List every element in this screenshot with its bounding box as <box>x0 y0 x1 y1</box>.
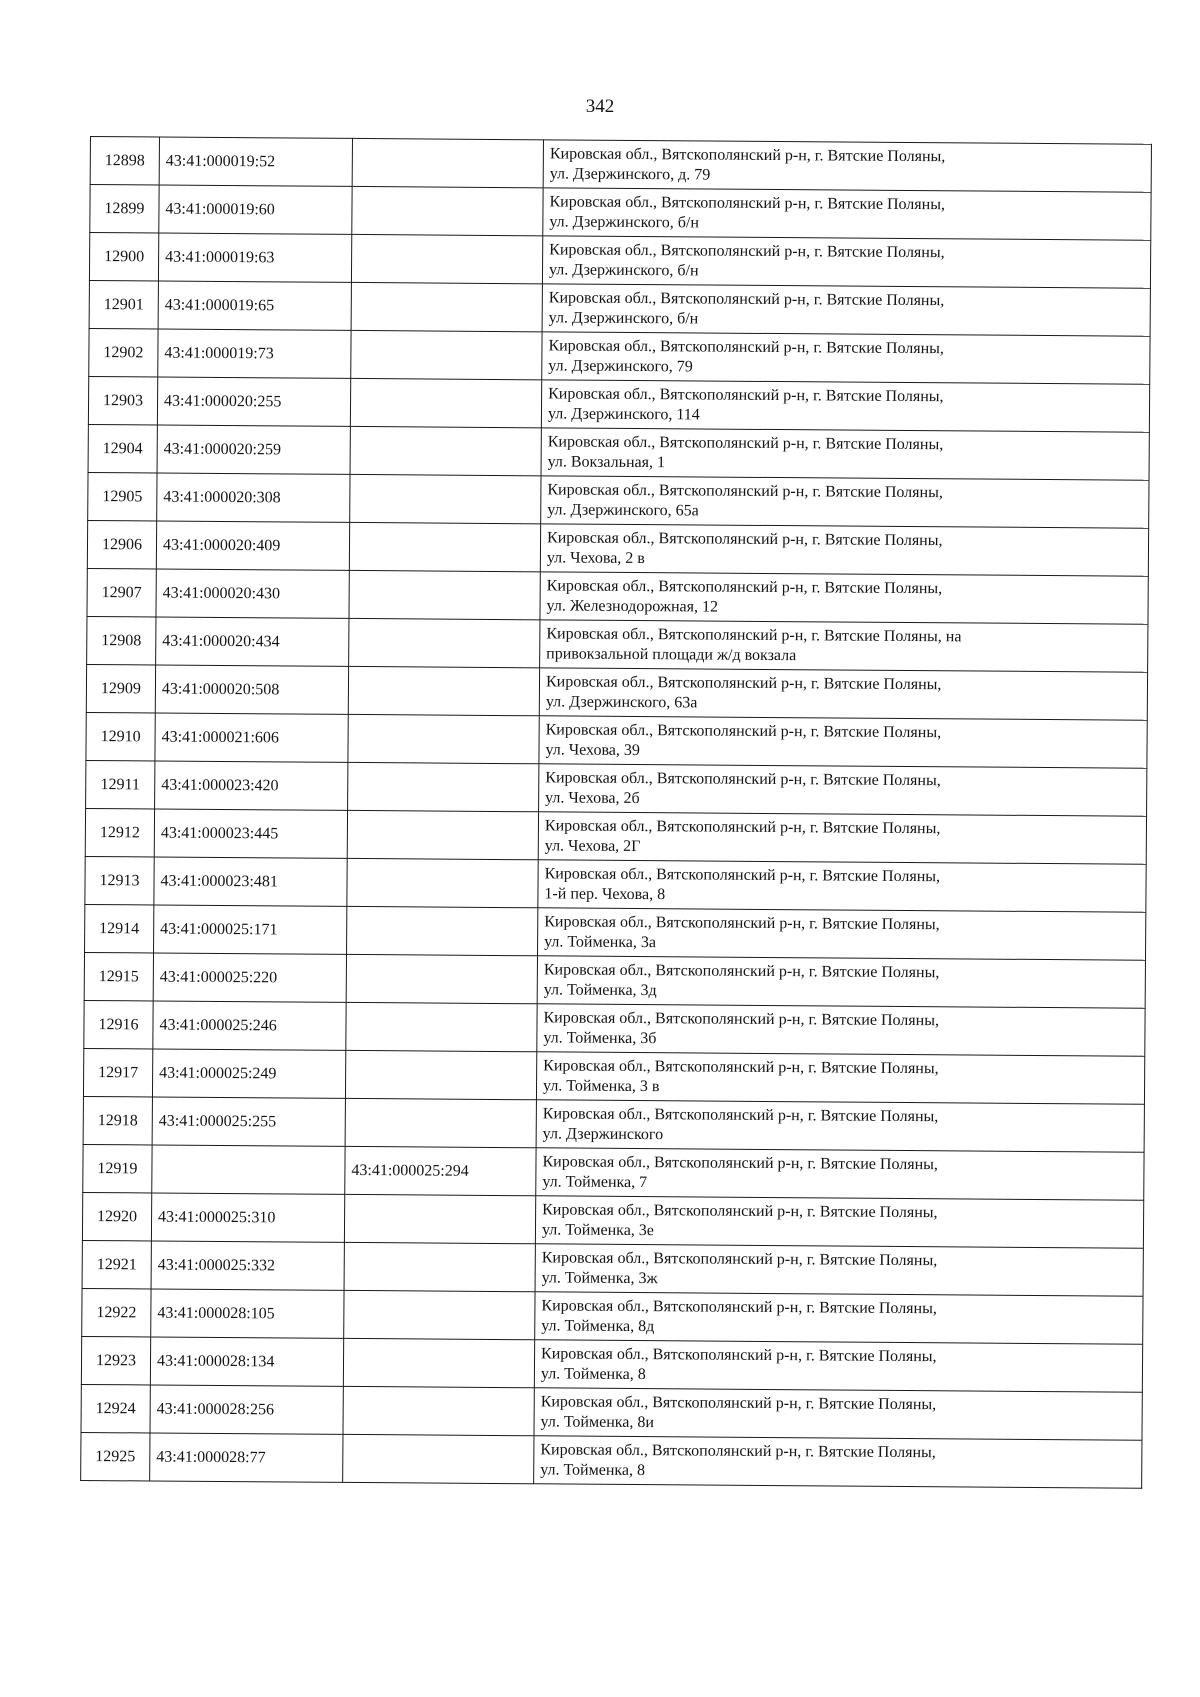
address-line-1: Кировская обл., Вятскополянский р-н, г. Вятские Поляны, <box>541 1296 937 1317</box>
address-cell <box>535 1244 1143 1296</box>
address-line-1: Кировская обл., Вятскополянский р-н, г. Вятские Поляны, <box>544 864 941 885</box>
address-line-1: Кировская обл., Вятскополянский р-н, г. Вятские Поляны, <box>544 912 940 933</box>
address-line-1: Кировская обл., Вятскополянский р-н, г. Вятские Поляны, <box>544 816 941 837</box>
address-cell <box>535 1292 1143 1344</box>
previous-number-cell <box>346 1002 537 1051</box>
address-line-1: Кировская обл., Вятскополянский р-н, г. Вятские Поляны, <box>548 336 944 357</box>
table-row <box>86 760 1147 816</box>
address-line-1: Кировская обл., Вятскополянский р-н, г. Вятские Поляны, <box>549 192 946 213</box>
address-cell <box>541 476 1149 528</box>
address-cell <box>537 1004 1145 1056</box>
address-line-2: ул. Дзержинского, 63а <box>545 692 698 711</box>
address-line-1: Кировская обл., Вятскополянский р-н, г. Вятские Поляны, <box>540 1440 936 1461</box>
address-line-2: ул. Дзержинского, д. 79 <box>549 164 711 184</box>
address-line-2: ул. Тойменка, 8и <box>540 1412 655 1431</box>
address-line-2: ул. Дзержинского, 65а <box>547 500 699 519</box>
table-row <box>85 808 1146 864</box>
address-line-2: ул. Тойменка, 8д <box>541 1316 655 1335</box>
address-line-2: ул. Чехова, 2б <box>545 788 640 807</box>
cadastral-number-cell: 43:41:000025:310 <box>151 1193 344 1242</box>
previous-number-cell <box>343 1434 534 1483</box>
table-row <box>83 1144 1144 1200</box>
previous-number-cell <box>349 522 540 571</box>
address-cell <box>536 1100 1144 1152</box>
address-line-2: ул. Дзержинского, б/н <box>548 260 699 279</box>
row-number-cell: 12919 <box>83 1144 152 1193</box>
previous-number-cell <box>348 666 539 715</box>
row-number-cell: 12902 <box>89 328 158 377</box>
address-line-2: ул. Дзержинского, 79 <box>548 356 693 375</box>
address-cell <box>542 236 1150 288</box>
address-line-1: Кировская обл., Вятскополянский р-н, г. Вятские Поляны, <box>543 1056 939 1077</box>
address-line-2: ул. Дзержинского, б/н <box>548 308 699 327</box>
address-line-1: Кировская обл., Вятскополянский р-н, г. Вятские Поляны, <box>547 480 943 501</box>
address-line-1: Кировская обл., Вятскополянский р-н, г. Вятские Поляны, <box>543 960 940 981</box>
address-line-2: ул. Тойменка, 8 <box>540 1460 646 1479</box>
cadastral-number-cell <box>152 1145 345 1194</box>
address-cell <box>534 1388 1142 1440</box>
cadastral-number-cell: 43:41:000023:420 <box>155 761 348 810</box>
cadastral-number-cell: 43:41:000019:52 <box>159 137 352 186</box>
row-number-cell: 12913 <box>85 856 154 905</box>
row-number-cell: 12924 <box>81 1384 150 1433</box>
address-line-2: ул. Железнодорожная, 12 <box>546 596 719 616</box>
table-row <box>90 137 1151 193</box>
table-row <box>84 952 1145 1008</box>
cadastral-number-cell: 43:41:000019:63 <box>158 233 351 282</box>
address-line-2: ул. Тойменка, 3б <box>543 1028 657 1047</box>
cadastral-number-cell: 43:41:000019:60 <box>159 185 352 234</box>
table-row <box>88 376 1149 432</box>
registry-table-body <box>81 137 1152 1489</box>
row-number-cell: 12908 <box>87 616 156 665</box>
address-cell <box>541 380 1149 432</box>
address-cell <box>541 428 1149 480</box>
cadastral-number-cell: 43:41:000025:332 <box>151 1241 344 1290</box>
address-line-1: Кировская обл., Вятскополянский р-н, г. Вятские Поляны, <box>548 288 945 309</box>
row-number-cell: 12920 <box>82 1192 151 1241</box>
address-cell <box>536 1148 1144 1200</box>
address-line-1: Кировская обл., Вятскополянский р-н, г. Вятские Поляны, <box>545 768 941 789</box>
table-row <box>83 1048 1144 1104</box>
cadastral-number-cell: 43:41:000025:171 <box>154 905 347 954</box>
table-row <box>87 616 1148 672</box>
cadastral-number-cell: 43:41:000025:249 <box>152 1049 345 1098</box>
table-row <box>81 1432 1142 1488</box>
address-line-2: ул. Тойменка, 7 <box>542 1172 648 1191</box>
address-line-2: ул. Дзержинского <box>542 1124 664 1143</box>
row-number-cell: 12900 <box>89 233 158 282</box>
previous-number-cell <box>351 234 542 283</box>
address-cell <box>540 524 1148 576</box>
address-line-2: ул. Тойменка, 3 в <box>542 1076 660 1095</box>
table-row <box>89 280 1150 336</box>
row-number-cell: 12917 <box>83 1048 152 1097</box>
cadastral-number-cell: 43:41:000023:481 <box>154 857 347 906</box>
row-number-cell: 12901 <box>89 280 158 329</box>
row-number-cell: 12898 <box>90 137 159 186</box>
table-row <box>82 1192 1143 1248</box>
table-row <box>88 472 1149 528</box>
page-number: 342 <box>585 96 615 117</box>
cadastral-number-cell: 43:41:000020:508 <box>155 665 348 714</box>
cadastral-number-cell: 43:41:000025:246 <box>153 1001 346 1050</box>
address-cell <box>535 1196 1143 1248</box>
address-line-2: ул. Чехова, 2Г <box>544 836 641 855</box>
address-line-2: 1-й пер. Чехова, 8 <box>544 884 666 903</box>
address-cell <box>536 1052 1144 1104</box>
previous-number-cell <box>347 858 538 907</box>
address-cell <box>538 860 1146 912</box>
table-row <box>89 328 1150 384</box>
table-row <box>87 568 1148 624</box>
cadastral-number-cell: 43:41:000020:308 <box>157 473 350 522</box>
row-number-cell: 12922 <box>82 1288 151 1337</box>
previous-number-cell <box>347 906 538 955</box>
previous-number-cell <box>350 474 541 523</box>
row-number-cell: 12910 <box>86 712 155 761</box>
table-row <box>87 520 1148 576</box>
address-cell <box>539 668 1147 720</box>
table-row <box>85 904 1146 960</box>
address-cell <box>543 188 1151 240</box>
previous-number-cell <box>344 1242 535 1291</box>
row-number-cell: 12909 <box>86 664 155 713</box>
previous-number-cell <box>352 138 543 187</box>
address-line-2: ул. Тойменка, 3ж <box>541 1268 658 1287</box>
address-cell <box>534 1436 1142 1488</box>
cadastral-number-cell: 43:41:000028:256 <box>150 1385 343 1434</box>
table-row <box>86 712 1147 768</box>
previous-number-cell <box>350 426 541 475</box>
cadastral-number-cell: 43:41:000019:65 <box>158 281 351 330</box>
cadastral-number-cell: 43:41:000020:434 <box>156 617 349 666</box>
row-number-cell: 12911 <box>86 760 155 809</box>
table-row <box>86 664 1147 720</box>
cadastral-number-cell: 43:41:000028:77 <box>150 1433 343 1482</box>
table-row <box>81 1384 1142 1440</box>
row-number-cell: 12906 <box>87 520 156 569</box>
previous-number-cell <box>351 282 542 331</box>
row-number-cell: 12921 <box>82 1240 151 1289</box>
row-number-cell: 12903 <box>88 376 157 425</box>
address-cell <box>542 332 1150 384</box>
address-line-2: ул. Чехова, 39 <box>545 740 640 759</box>
address-line-1: Кировская обл., Вятскополянский р-н, г. Вятские Поляны, <box>540 1392 937 1413</box>
address-cell <box>542 284 1150 336</box>
previous-number-cell <box>349 618 540 667</box>
table-row <box>85 856 1146 912</box>
address-line-1: Кировская обл., Вятскополянский р-н, г. Вятские Поляны, <box>549 144 946 165</box>
address-line-1: Кировская обл., Вятскополянский р-н, г. Вятские Поляны, <box>547 528 943 549</box>
address-line-1: Кировская обл., Вятскополянский р-н, г. Вятские Поляны, <box>546 576 943 597</box>
address-line-2: ул. Тойменка, 3а <box>544 932 657 951</box>
table-row <box>89 233 1150 289</box>
cadastral-number-cell: 43:41:000025:255 <box>152 1097 345 1146</box>
table-row <box>84 1000 1145 1056</box>
address-line-2: ул. Дзержинского, 114 <box>547 404 700 423</box>
row-number-cell: 12907 <box>87 568 156 617</box>
previous-number-cell <box>346 954 537 1003</box>
row-number-cell: 12925 <box>81 1432 150 1481</box>
address-line-1: Кировская обл., Вятскополянский р-н, г. Вятские Поляны, <box>549 240 945 261</box>
cadastral-number-cell: 43:41:000020:255 <box>157 377 350 426</box>
address-line-1: Кировская обл., Вятскополянский р-н, г. Вятские Поляны, <box>545 720 942 741</box>
address-line-2: ул. Тойменка, 8 <box>540 1364 646 1383</box>
address-line-1: Кировская обл., Вятскополянский р-н, г. Вятские Поляны, <box>547 432 944 453</box>
address-line-2: ул. Дзержинского, б/н <box>549 212 700 231</box>
table-row <box>81 1336 1142 1392</box>
row-number-cell: 12916 <box>84 1000 153 1049</box>
address-cell <box>534 1340 1142 1392</box>
address-cell <box>537 956 1145 1008</box>
row-number-cell: 12918 <box>83 1096 152 1145</box>
previous-number-cell <box>344 1290 535 1339</box>
cadastral-number-cell: 43:41:000020:409 <box>156 521 349 570</box>
previous-number-cell <box>348 762 539 811</box>
previous-number-cell <box>349 570 540 619</box>
address-line-2: ул. Чехова, 2 в <box>546 548 645 567</box>
previous-number-cell: 43:41:000025:294 <box>345 1146 536 1195</box>
address-cell <box>540 572 1148 624</box>
table-row <box>83 1096 1144 1152</box>
row-number-cell: 12923 <box>81 1336 150 1385</box>
table-row <box>90 185 1151 241</box>
address-line-1: Кировская обл., Вятскополянский р-н, г. Вятские Поляны, <box>545 672 942 693</box>
table-row <box>82 1288 1143 1344</box>
address-line-1: Кировская обл., Вятскополянский р-н, г. Вятские Поляны, <box>542 1200 938 1221</box>
address-line-1: Кировская обл., Вятскополянский р-н, г. Вятские Поляны, <box>541 1344 937 1365</box>
address-line-1: Кировская обл., Вятскополянский р-н, г. Вятские Поляны, <box>543 1008 940 1029</box>
table-row <box>82 1240 1143 1296</box>
address-line-2: ул. Тойменка, 3д <box>543 980 657 999</box>
previous-number-cell <box>345 1050 536 1099</box>
registry-table <box>80 136 1152 1489</box>
previous-number-cell <box>344 1194 535 1243</box>
address-line-1: Кировская обл., Вятскополянский р-н, г. Вятские Поляны, <box>548 384 944 405</box>
cadastral-number-cell: 43:41:000020:259 <box>157 425 350 474</box>
cadastral-number-cell: 43:41:000019:73 <box>158 329 351 378</box>
address-line-1: Кировская обл., Вятскополянский р-н, г. Вятские Поляны, на <box>546 624 962 645</box>
previous-number-cell <box>343 1386 534 1435</box>
row-number-cell: 12912 <box>85 808 154 857</box>
cadastral-number-cell: 43:41:000021:606 <box>155 713 348 762</box>
previous-number-cell <box>347 810 538 859</box>
address-cell <box>539 764 1147 816</box>
table-row <box>88 424 1149 480</box>
row-number-cell: 12904 <box>88 424 157 473</box>
cadastral-number-cell: 43:41:000020:430 <box>156 569 349 618</box>
address-line-1: Кировская обл., Вятскополянский р-н, г. Вятские Поляны, <box>542 1152 939 1173</box>
row-number-cell: 12899 <box>90 185 159 234</box>
cadastral-number-cell: 43:41:000028:134 <box>150 1337 343 1386</box>
address-line-1: Кировская обл., Вятскополянский р-н, г. Вятские Поляны, <box>542 1104 939 1125</box>
address-cell <box>538 908 1146 960</box>
row-number-cell: 12915 <box>84 952 153 1001</box>
address-cell <box>543 140 1151 192</box>
address-line-1: Кировская обл., Вятскополянский р-н, г. Вятские Поляны, <box>541 1248 938 1269</box>
address-line-2: привокзальной площади ж/д вокзала <box>546 644 797 664</box>
cadastral-number-cell: 43:41:000025:220 <box>153 953 346 1002</box>
cadastral-number-cell: 43:41:000028:105 <box>151 1289 344 1338</box>
previous-number-cell <box>348 714 539 763</box>
row-number-cell: 12914 <box>85 904 154 953</box>
previous-number-cell <box>343 1338 534 1387</box>
address-cell <box>540 620 1148 672</box>
address-line-2: ул. Вокзальная, 1 <box>547 452 666 471</box>
address-line-2: ул. Тойменка, 3е <box>541 1220 654 1239</box>
cadastral-number-cell: 43:41:000023:445 <box>154 809 347 858</box>
previous-number-cell <box>345 1098 536 1147</box>
previous-number-cell <box>350 378 541 427</box>
address-cell <box>538 812 1146 864</box>
previous-number-cell <box>352 186 543 235</box>
previous-number-cell <box>351 330 542 379</box>
address-cell <box>539 716 1147 768</box>
row-number-cell: 12905 <box>88 472 157 521</box>
